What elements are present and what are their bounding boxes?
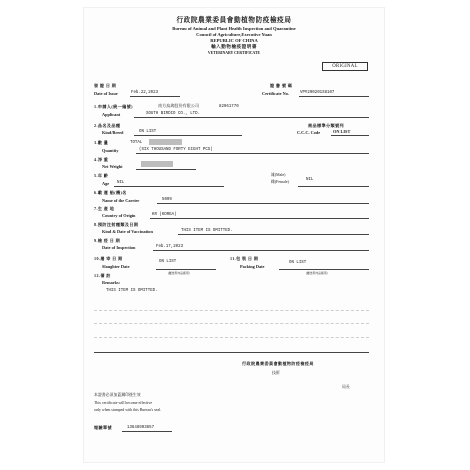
slaughter-date-note: (屬食用肉品適用) [168, 272, 190, 275]
kind-label-zh: 2.品名及品種 [94, 123, 121, 128]
certificate-number-label-zh: 證 書 號 碼 [270, 83, 293, 88]
carrier-label-zh: 6.載 運 船(機)名 [94, 190, 127, 195]
ccc-code-label-zh: 商品標準分類號列 [308, 123, 344, 128]
sex-value: NIL [306, 178, 314, 182]
net-weight-label: Net Weight [102, 164, 123, 169]
certificate-number-label: Certificate No. [262, 91, 289, 96]
quantity-value: (SIX THOUSAND FORTY EIGHT PCS) [139, 148, 213, 152]
validity-note-en-1: This certificate will become effective [94, 401, 153, 405]
quantity-label-zh: 3.數 量 [94, 140, 109, 145]
bureau-title-en: Bureau of Animal and Plant Health Inspection and Quarantine [172, 26, 296, 31]
applicant-value-en: SOUTH BIRDIO CO., LTD. [146, 112, 201, 116]
net-weight-label-zh: 4.淨 重 [94, 157, 109, 162]
carrier-value: 5009 [162, 198, 172, 202]
applicant-id-value: 82961770 [219, 105, 239, 109]
ccc-code-label: C.C.C. Code [297, 130, 321, 135]
vaccination-label: Kind & Date of Vaccination [102, 229, 153, 234]
council-title-en: Council of Agriculture,Executive Yuan [196, 32, 272, 37]
signature-bureau-zh: 行政院農業委員會動植物防疫檢疫局 [242, 361, 314, 366]
net-weight-redaction [141, 161, 173, 167]
carrier-label: Name of the Carrier [102, 198, 140, 203]
kind-value: ON LIST [139, 130, 157, 134]
signature-inspector-zh: 技術 [272, 371, 280, 375]
quantity-total: TOTAL [130, 141, 143, 145]
slaughter-date-label-zh: 10.屠 宰 日 期 [94, 256, 123, 261]
kind-label: Kind/Breed [102, 130, 124, 135]
signature-director-zh: 局長 [342, 385, 350, 389]
age-label: Age [102, 181, 110, 186]
age-label-zh: 5.年 齡 [94, 173, 109, 178]
vaccination-value: THIS ITEM IS OMITTED. [181, 229, 233, 233]
origin-value: KR (KOREA) [152, 213, 177, 217]
remarks-value: THIS ITEM IS OMITTED. [106, 289, 158, 293]
packing-date-value: ON LIST [289, 261, 307, 265]
vaccination-label-zh: 8.預防注射種類及日期 [94, 222, 139, 227]
age-value: NIL [117, 181, 125, 185]
bureau-title-zh: 行政院農業委員會動植物防疫檢疫局 [176, 17, 292, 24]
origin-label: Country of Origin [102, 213, 136, 218]
inspection-date-label-zh: 9.檢 疫 日 期 [94, 238, 121, 243]
certificate-title-zh: 輸入動物檢疫證明書 [211, 44, 257, 49]
veterinary-certificate [84, 8, 384, 462]
validity-note-en-2: only when stamped with this Bureau's seal. [94, 408, 162, 412]
slaughter-date-value: ON LIST [159, 260, 177, 264]
certificate-title-en: VETERINARY CERTIFICATE [207, 51, 261, 55]
inspection-date-label: Date of Inspection [102, 245, 136, 250]
quantity-redaction [149, 139, 182, 145]
slaughter-date-label: Slaughter Date [102, 264, 130, 269]
origin-label-zh: 7.生 產 地 [94, 206, 115, 211]
sex-male-label: 雄(Male) [271, 173, 286, 177]
packing-date-label-zh: 11.包 裝 日 期 [230, 256, 259, 261]
quantity-label: Quantity [102, 148, 119, 153]
original-stamp: ORIGINAL [322, 62, 368, 71]
remarks-label: Remarks: [102, 280, 121, 285]
country-title: REPUBLIC OF CHINA [210, 38, 258, 43]
reference-number-value: 13648903857 [127, 426, 155, 430]
packing-date-note: (屬食用肉品適用) [306, 272, 328, 275]
certificate-number-value: VP#200201S8107 [300, 91, 335, 95]
applicant-label: Applicant [102, 112, 121, 117]
packing-date-label: Packing Date [240, 264, 265, 269]
validity-note-zh: 本證書必須加蓋鋼印後生效 [94, 393, 141, 397]
applicant-value-zh: 南方鳥禽股份有限公司 [158, 105, 199, 109]
issue-date-label: Date of Issue [94, 91, 118, 96]
applicant-label-zh: 1.申請人(統一編號) [94, 104, 133, 109]
issue-date-label-zh: 發 證 日 期 [94, 83, 117, 88]
issue-date-value: Feb.22,2023 [131, 91, 159, 95]
inspection-date-value: Feb.17,2023 [156, 245, 184, 249]
ccc-code-value: ON LIST [333, 129, 351, 134]
remarks-label-zh: 12.備 註 [94, 273, 111, 278]
reference-number-label-zh: 報驗單號 [94, 425, 112, 430]
sex-female-label: 雌(Female) [271, 180, 289, 184]
